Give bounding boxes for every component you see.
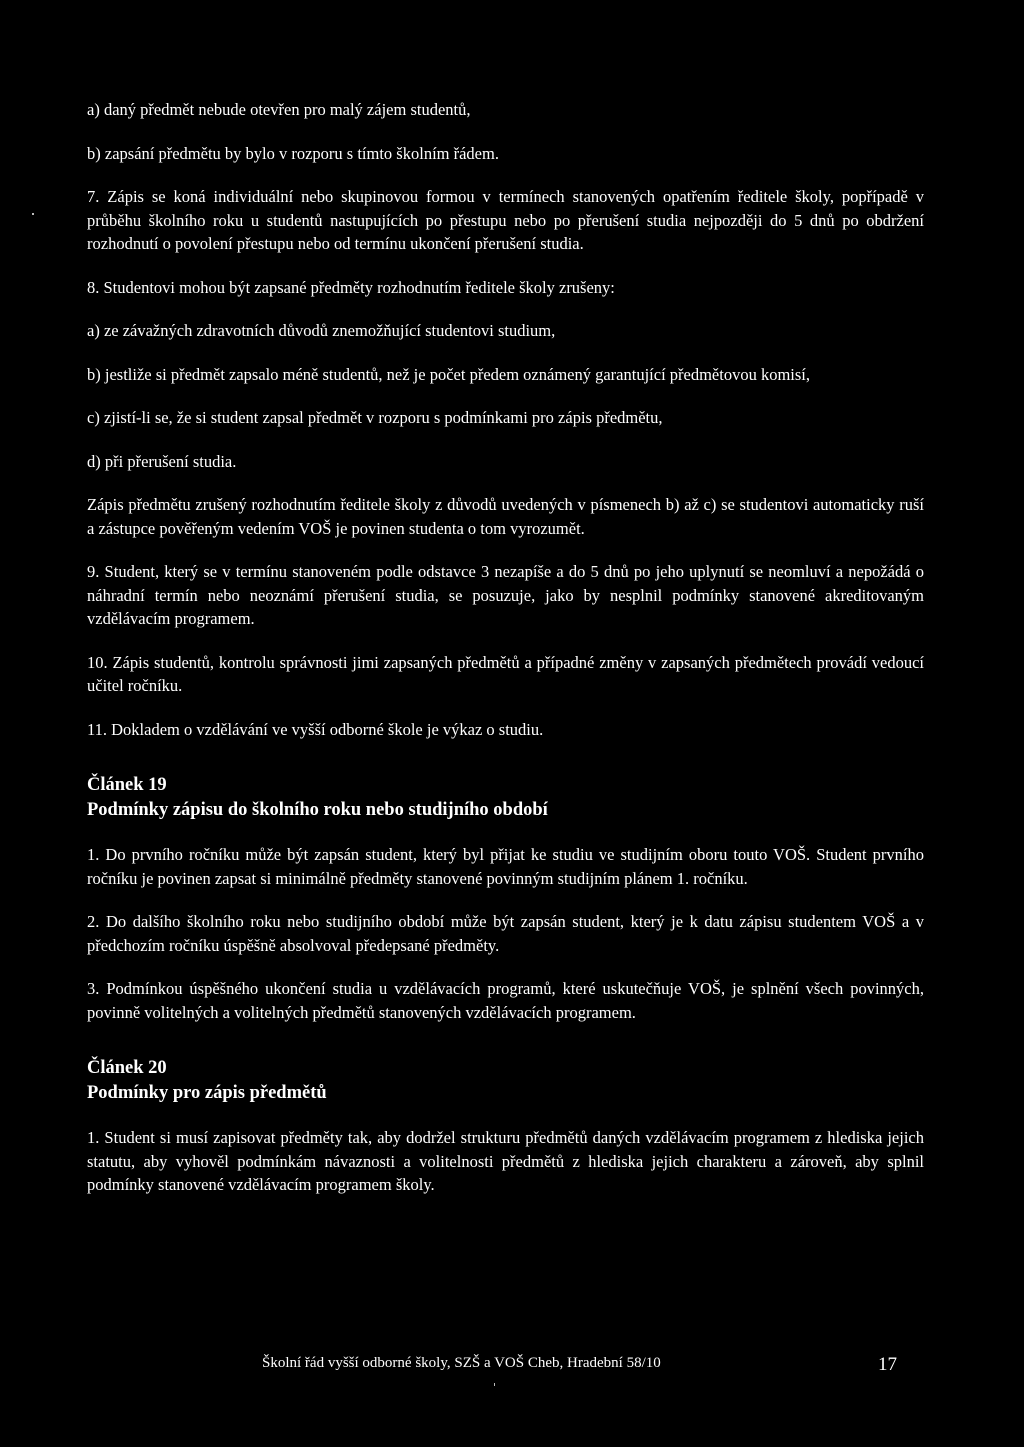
paragraph-10: 10. Zápis studentů, kontrolu správnosti jimi zapsaných předmětů a případné změny v zapsaných předmětech provádí vedoucí učitel ročníku.	[87, 652, 924, 695]
scan-speck-footer	[494, 1383, 495, 1386]
paragraph-7: 7. Zápis se koná individuální nebo skupinovou formou v termínech stanovených opatřením ředitele školy, popřípadě v průběhu školního roku u studentů nastupujících po přestupu nebo po přerušení studia nejpozději do 5 dnů po obdržení rozhodnutí o povolení přestupu nebo od termínu ukončení přerušení studia.	[87, 187, 924, 253]
footer-document-title: Školní řád vyšší odborné školy, SZŠ a VOŠ Cheb, Hradební 58/10	[262, 1355, 661, 1371]
article-19-title: Podmínky zápisu do školního roku nebo studijního období	[87, 800, 548, 820]
document-body	[87, 98, 924, 1197]
article-20-paragraph-1: 1. Student si musí zapisovat předměty tak, aby dodržel strukturu předmětů daných vzdělávacím programem z hlediska jejich statutu, aby vyhověl podmínkám návaznosti a volitelnosti předmětů z hlediska jejich charakteru a zároveň, aby splnil podmínky stanovené vzdělávacím programem školy.	[87, 1128, 924, 1194]
paragraph-8a: a) ze závažných zdravotních důvodů znemožňující studentovi studium,	[87, 321, 556, 340]
paragraph-8b: b) jestliže si předmět zapsalo méně studentů, než je počet předem oznámený garantující předmětovou komisí,	[87, 364, 811, 384]
paragraph-8d: d) při přerušení studia.	[87, 451, 237, 471]
paragraph-8: 8. Studentovi mohou být zapsané předměty rozhodnutím ředitele školy zrušeny:	[87, 277, 615, 297]
page-footer	[0, 1353, 1024, 1383]
article-20-title: Podmínky pro zápis předmětů	[87, 1083, 327, 1103]
article-19-paragraph-3: 3. Podmínkou úspěšného ukončení studia u vzdělávacích programů, které uskutečňuje VOŠ, je splnění všech povinných, povinně volitelných a volitelných předmětů stanovených vzdělávacích programem.	[87, 979, 924, 1022]
paragraph-b-conflict: b) zapsání předmětu by bylo v rozporu s tímto školním řádem.	[87, 143, 499, 163]
article-20-number: Článek 20	[87, 1058, 167, 1078]
article-19-paragraph-2: 2. Do dalšího školního roku nebo studijního období může být zapsán student, který je k datu zápisu studentem VOŠ a v předchozím ročníku úspěšně absolvoval předepsané předměty.	[87, 912, 924, 955]
paragraph-11: 11. Dokladem o vzdělávání ve vyšší odborné škole je výkaz o studiu.	[87, 719, 544, 739]
paragraph-8-cancellation: Zápis předmětu zrušený rozhodnutím ředitele školy z důvodů uvedených v písmenech b) až c) se studentovi automaticky ruší a zástupce pověřeným vedením VOŠ je povinen studenta o tom vyrozumět.	[87, 495, 924, 538]
page-number: 17	[878, 1354, 897, 1375]
paragraph-a-low-interest: a) daný předmět nebude otevřen pro malý zájem studentů,	[87, 100, 471, 119]
scan-speck	[32, 213, 34, 215]
paragraph-8c: c) zjistí-li se, že si student zapsal předmět v rozporu s podmínkami pro zápis předmětu,	[87, 408, 663, 427]
article-19-paragraph-1: 1. Do prvního ročníku může být zapsán student, který byl přijat ke studiu ve studijním oboru touto VOŠ. Student prvního ročníku je povinen zapsat si minimálně předměty stanovené povinným studijním plánem 1. ročníku.	[87, 845, 924, 888]
paragraph-9: 9. Student, který se v termínu stanoveném podle odstavce 3 nezapíše a do 5 dnů po jeho uplynutí se neomluví a nepožádá o náhradní termín nebo neoznámí přerušení studia, se posuzuje, jako by nesplnil podmínky stanovené akreditovaným vzdělávacím programem.	[87, 562, 924, 628]
article-19-number: Článek 19	[87, 775, 167, 795]
